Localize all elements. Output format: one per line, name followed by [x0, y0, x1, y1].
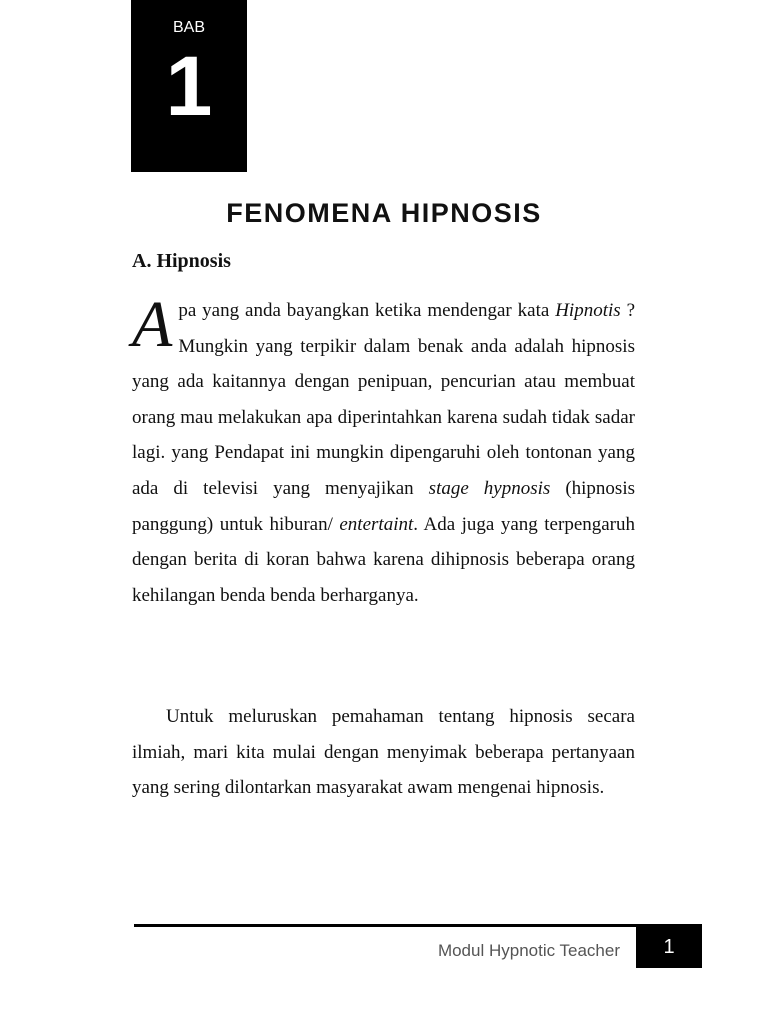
- term-stage-hypnosis: stage hypnosis: [428, 477, 551, 499]
- page-number: 1: [636, 927, 702, 968]
- footer-divider: [134, 924, 702, 927]
- drop-cap: A: [132, 288, 173, 361]
- paragraph-intro: [132, 288, 636, 613]
- paragraph-intro-text-4: . Ada juga yang terpengaruh dengan berita di koran bahwa karena dihipnosis beberapa orang kehilangan benda benda berharganya.: [132, 513, 636, 606]
- term-entertaint: entertaint: [339, 513, 414, 535]
- chapter-badge: [131, 0, 247, 172]
- chapter-label: BAB: [172, 19, 205, 36]
- paragraph-second: Untuk meluruskan pemahaman tentang hipnosis secara ilmiah, mari kita mulai dengan menyimak beberapa pertanyaan yang sering dilontarkan masyarakat awam mengenai hipnosis.: [132, 706, 635, 799]
- paragraph-intro-text-2: ? Mungkin yang terpikir dalam benak anda adalah hipnosis yang ada kaitannya dengan penipuan, pencurian atau membuat orang mau melakukan apa diperintahkan karena sudah tidak sadar lagi. yang Pendapat ini mungkin dipengaruhi oleh tontonan yang ada di televisi yang menyajikan: [132, 300, 635, 499]
- chapter-number: 1: [165, 39, 213, 133]
- chapter-title: FENOMENA HIPNOSIS: [226, 198, 542, 228]
- footer-book-title: Modul Hypnotic Teacher: [437, 941, 620, 960]
- paragraph-intro-text-1: pa yang anda bayangkan ketika mendengar kata: [178, 300, 556, 321]
- term-hipnotis: Hipnotis: [555, 300, 621, 321]
- paragraph-intro-text-3: (hipnosis panggung) untuk hiburan/: [132, 477, 635, 535]
- section-heading: A. Hipnosis: [132, 250, 231, 272]
